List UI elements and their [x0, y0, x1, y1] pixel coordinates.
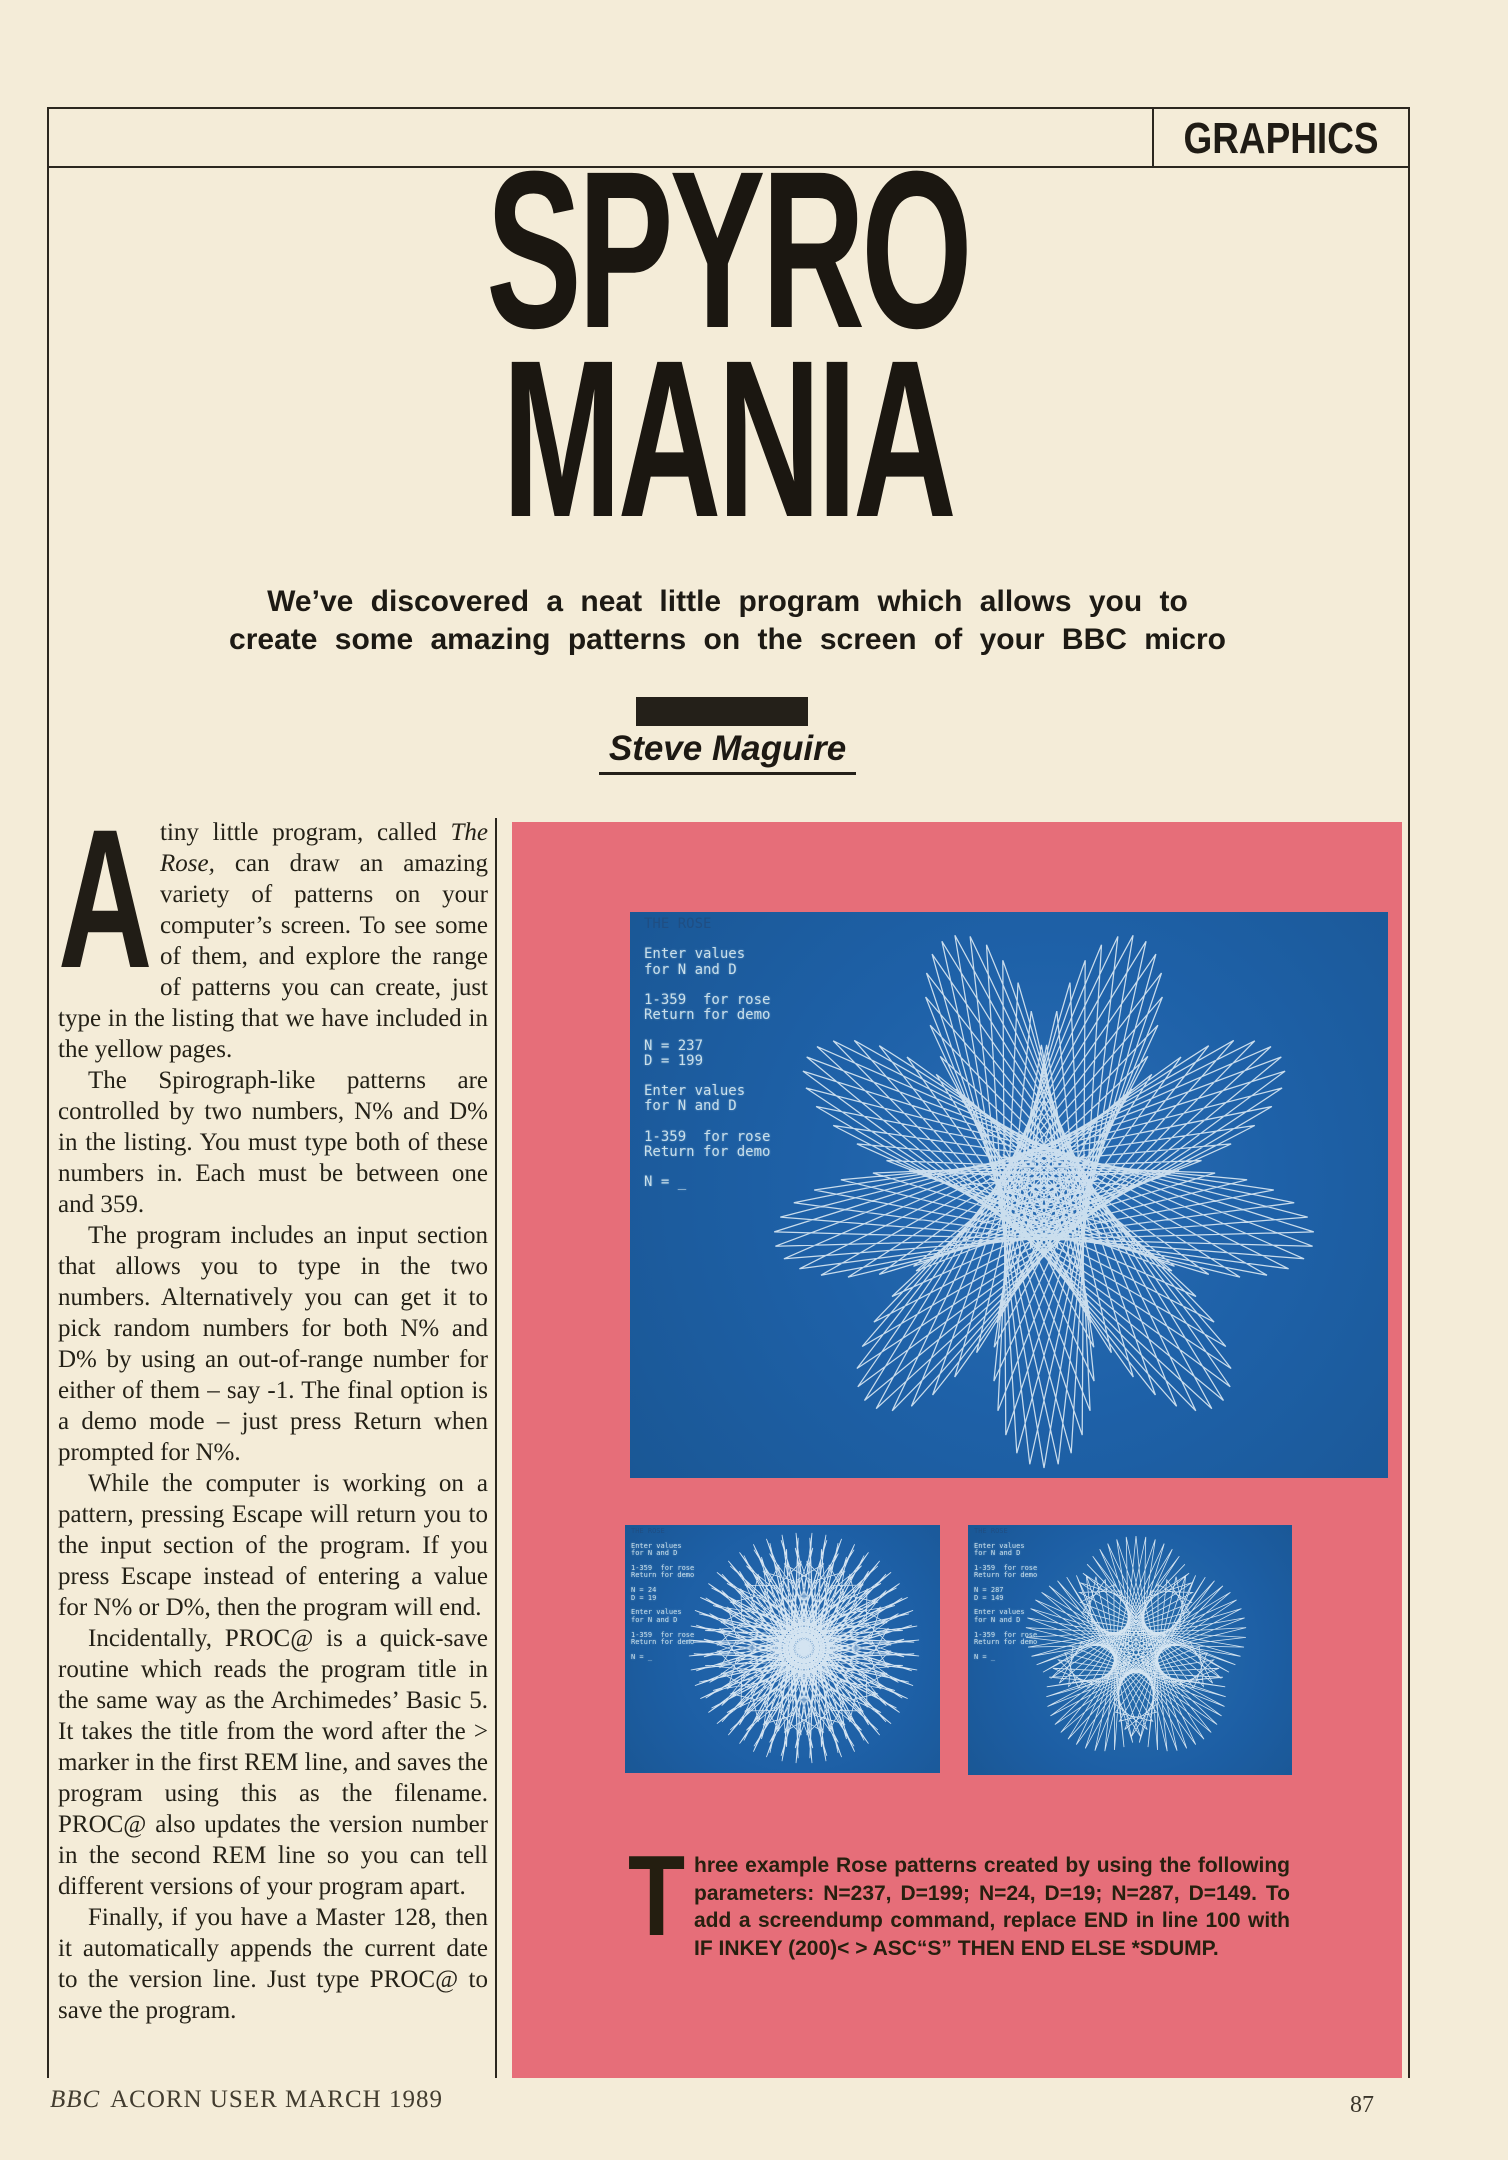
paragraph-5: Incidentally, PROC@ is a quick-save routine which reads the program title in the same way as the Archimedes’ Basic 5. It takes the title from the word after the > marker in the first REM line, and saves the program using this as the filename. PROC@ also updates the version number in the second REM line so you can tell different versions of your program apart. [58, 1625, 488, 1900]
drop-cap-a: A [58, 788, 153, 1009]
title-line-1: SPYRO [486, 125, 969, 375]
paragraph-1-text: tiny little program, called [160, 819, 451, 846]
paragraph-1 [58, 788, 488, 1065]
section-label: GRAPHICS [1183, 114, 1379, 163]
subtitle-line-1: We’ve discovered a neat little program which allows you to [267, 585, 1188, 618]
program-title-italic: The Rose, [160, 819, 488, 877]
photo-caption [628, 1833, 1290, 1962]
footer-issue: ACORN USER MARCH 1989 [104, 2086, 443, 2113]
byline-bar [636, 697, 808, 726]
subtitle [47, 583, 1408, 659]
paragraph-2: The Spirograph-like patterns are controlled by two numbers, N% and D% in the listing. You must type both of these numbers in. Each must be between one and 359. [58, 1067, 488, 1218]
byline-name: Steve Maguire [599, 729, 856, 775]
column-divider [495, 818, 497, 2078]
caption-text: hree example Rose patterns created by using the following parameters: N=237, D=199; N=24, D=19; N=287, D=149. To add a screendump command, replace END in line 100 with IF INKEY (200)< > ASC“S” THEN END ELSE *SDUMP. [694, 1854, 1290, 1960]
paragraph-4: While the computer is working on a pattern, pressing Escape will return you to the input section of the program. If you press Escape instead of entering a value for N% or D%, then the program will end. [58, 1470, 488, 1621]
footer-magazine-name: BBC [50, 2086, 101, 2113]
screenshot-small-left [625, 1525, 940, 1773]
page-border-right [1408, 107, 1410, 2078]
paragraph-1-rest: can draw an amazing variety of patterns on your computer’s screen. To see some of them, and explore the range of patterns you can create, just type in the listing that we have included in the yellow pages. [58, 850, 488, 1063]
paragraph-3: The program includes an input section that allows you to type in the two numbers. Alternatively you can get it to pick random numbers for both N% and D% by using an out-of-range number for either of them – say -1. The final option is a demo mode – just press Return when prompted for N%. [58, 1222, 488, 1466]
byline [47, 729, 1408, 775]
page-number: 87 [1350, 2092, 1374, 2118]
paragraph-6: Finally, if you have a Master 128, then it automatically appends the current date to the version line. Just type PROC@ to save the program. [58, 1904, 488, 2024]
drop-cap-t: T [628, 1833, 686, 1960]
screenshot-small-right [968, 1525, 1292, 1775]
photo-panel [512, 822, 1402, 2078]
title-line-2: MANIA [502, 314, 953, 564]
footer-magazine [50, 2086, 443, 2114]
subtitle-line-2: create some amazing patterns on the screen of your BBC micro [229, 623, 1226, 656]
screen-text-small-right: THE ROSE Enter values for N and D 1-359 for rose Return for demo N = 287 D = 149 Enter values for N and D 1-359 for rose Return for demo N = _ [974, 1527, 1038, 1661]
screenshot-main-rose [630, 912, 1388, 1478]
screen-text-main: THE ROSE Enter values for N and D 1-359 for rose Return for demo N = 237 D = 199 Enter values for N and D 1-359 for rose Return for demo N = _ [644, 916, 771, 1191]
screen-text-small-left: THE ROSE Enter values for N and D 1-359 for rose Return for demo N = 24 D = 19 Enter values for N and D 1-359 for rose Return for demo N = _ [631, 1527, 695, 1661]
article-body [58, 788, 488, 2026]
top-rule [47, 107, 1410, 109]
